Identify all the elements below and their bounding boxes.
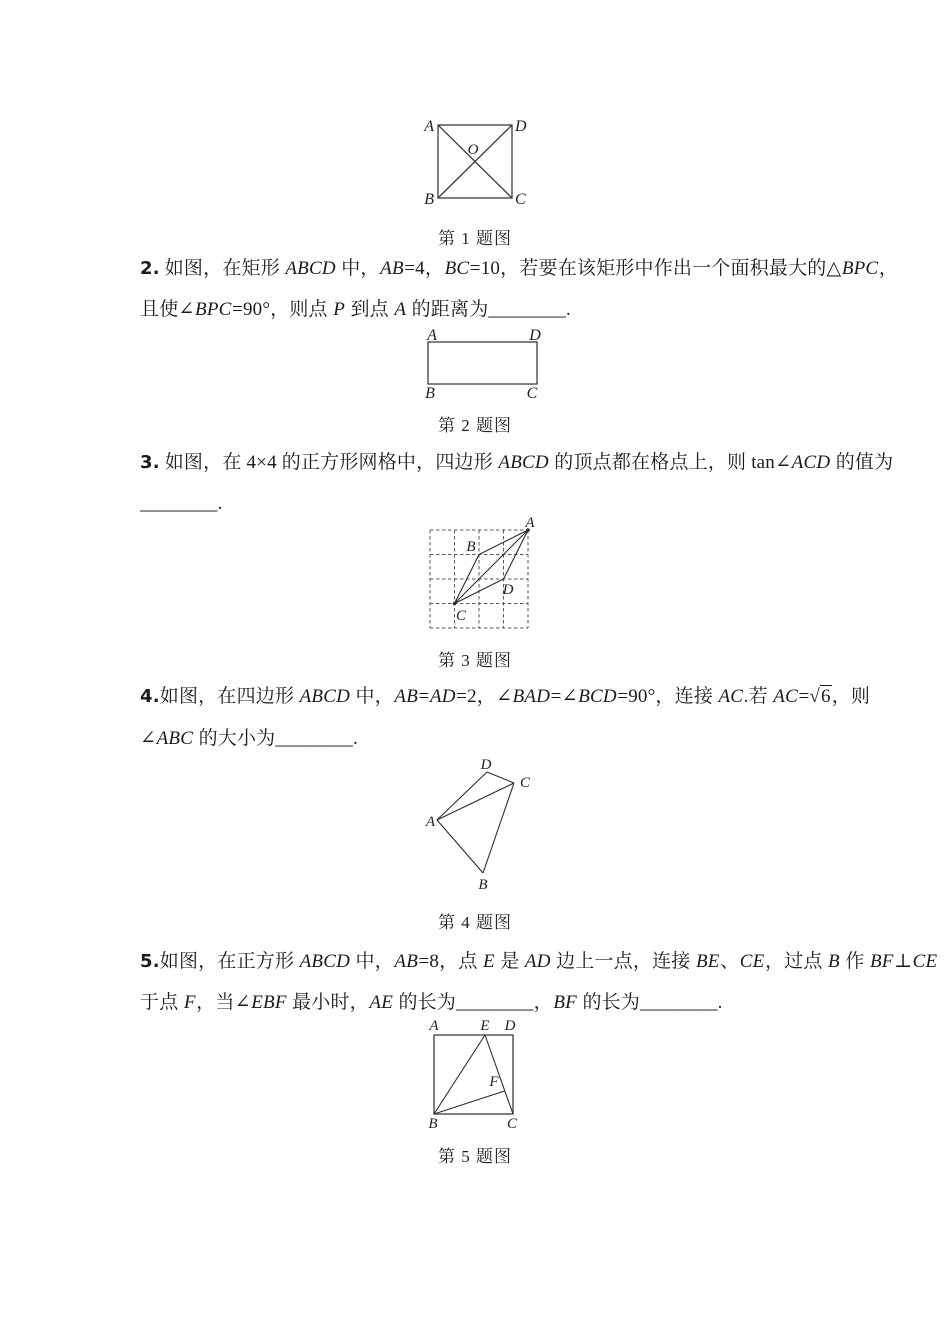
- vertex-label-c: C: [520, 775, 531, 791]
- figure-3-grid-quadrilateral: [425, 512, 550, 640]
- figure-2-caption: 第 2 题图: [438, 416, 512, 435]
- edge-ab: [437, 820, 483, 873]
- problem-3-line-1: 3. 如图，在 4×4 的正方形网格中，四边形 ABCD 的顶点都在格点上，则 tan∠ACD 的值为: [140, 452, 894, 473]
- vertex-label-d: D: [480, 757, 492, 773]
- problem-5-line-1: 5.如图，在正方形 ABCD 中，AB=8，点 E 是 AD 边上一点，连接 BE、CE，过点 B 作 BF⊥CE: [140, 951, 938, 972]
- vertex-label-b: B: [424, 191, 434, 208]
- problem-4-line-2: ∠ABC 的大小为________.: [140, 728, 358, 749]
- vertex-label-d: D: [504, 1018, 516, 1034]
- segment-bf: [434, 1091, 505, 1114]
- segment-be: [434, 1035, 485, 1114]
- figure-5-caption: 第 5 题图: [438, 1147, 512, 1166]
- vertex-label-c: C: [515, 191, 526, 208]
- figure-1-caption: 第 1 题图: [438, 229, 512, 248]
- vertex-label-c: C: [455, 608, 467, 624]
- rectangle-outline: [428, 342, 537, 384]
- quadrilateral-edges: [437, 772, 514, 873]
- vertex-label-a: A: [425, 814, 435, 830]
- center-label-o: O: [467, 142, 479, 158]
- vertex-label-d: D: [502, 582, 514, 598]
- diagonal-ca: [437, 783, 514, 820]
- figure-2-rectangle: [405, 326, 555, 404]
- figure-4-quadrilateral: [410, 750, 550, 895]
- vertex-label-c: C: [506, 1116, 518, 1132]
- vertex-label-b: B: [466, 539, 476, 555]
- edge-cd: [455, 579, 504, 604]
- vertex-label-a: A: [424, 118, 434, 135]
- vertex-label-b: B: [425, 385, 435, 402]
- vertex-label-b: B: [428, 1116, 438, 1132]
- problem-2-line-1: 2. 如图，在矩形 ABCD 中，AB=4，BC=10，若要在该矩形中作出一个面积最大的△BPC，: [140, 258, 899, 279]
- figure-5-square-with-cevians: [425, 1016, 535, 1134]
- square-and-diagonals: [438, 125, 512, 198]
- vertex-label-d: D: [529, 327, 541, 344]
- edge-dc: [487, 772, 514, 783]
- figure-1-square-with-diagonals: [410, 108, 550, 208]
- problem-5-line-2: 于点 F，当∠EBF 最小时，AE 的长为________，BF 的长为________.: [140, 992, 723, 1013]
- figure-3-caption: 第 3 题图: [438, 651, 512, 670]
- vertex-label-c: C: [526, 385, 538, 402]
- square-outline: [434, 1035, 513, 1114]
- figure-4-caption: 第 4 题图: [438, 913, 512, 932]
- vertex-label-d: D: [515, 118, 527, 135]
- problem-4-line-1: 4.如图，在四边形 ABCD 中，AB=AD=2，∠BAD=∠BCD=90°，连接 AC.若 AC=√6，则: [140, 686, 871, 707]
- problem-2-line-2: 且使∠BPC=90°，则点 P 到点 A 的距离为________.: [140, 299, 571, 320]
- point-c-dot: [453, 602, 457, 606]
- edge-bc: [483, 783, 514, 873]
- point-label-f: F: [489, 1074, 499, 1090]
- edge-da: [504, 530, 529, 579]
- problem-3-line-2: ________.: [140, 493, 223, 514]
- point-label-e: E: [480, 1018, 490, 1034]
- vertex-label-a: A: [427, 327, 437, 344]
- edge-ad: [437, 772, 487, 820]
- vertex-label-b: B: [478, 877, 488, 893]
- vertex-label-a: A: [525, 515, 535, 531]
- interior-segments: [434, 1035, 513, 1114]
- vertex-label-a: A: [429, 1018, 439, 1034]
